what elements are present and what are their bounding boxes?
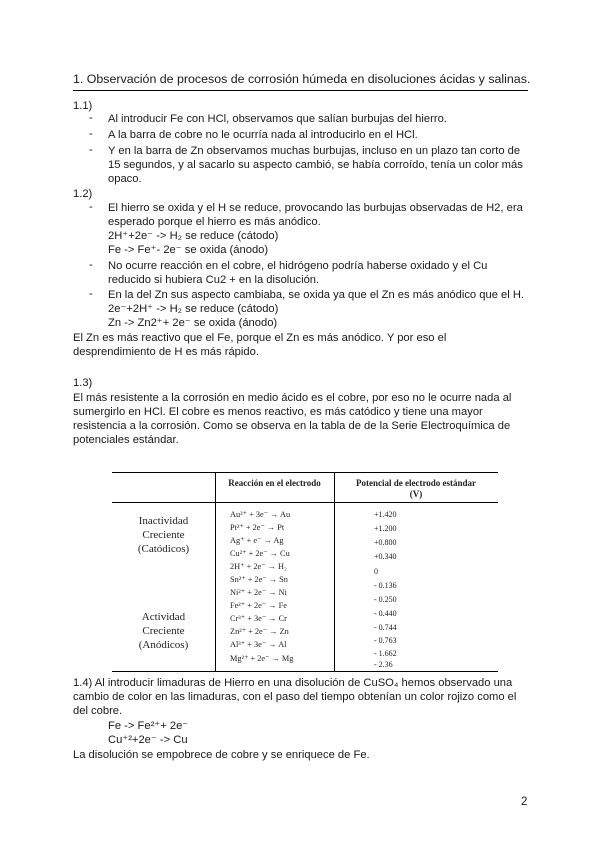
reaction-au: Au³⁺ + 3e⁻ → Au xyxy=(230,510,291,519)
table-col-divider-1 xyxy=(215,472,216,672)
reaction-cu: Cu²⁺ + 2e⁻ → Cu xyxy=(230,549,290,558)
bullet-dash: - xyxy=(89,259,93,271)
electrochemical-series-table xyxy=(112,472,498,672)
potential-pt: +1.200 xyxy=(374,524,397,533)
page-number: 2 xyxy=(521,796,528,808)
s12-item-3: En la del Zn sus aspecto cambiaba, se oxida ya que el Zn es más anódico que el H. xyxy=(108,289,525,301)
reaction-fe: Fe²⁺ + 2e⁻ → Fe xyxy=(230,601,287,610)
group-label-cathodic: Inactividad Creciente (Catódicos) xyxy=(137,515,190,555)
reaction-ni: Ni²⁺ + 2e⁻ → Ni xyxy=(230,588,287,597)
reaction-cr: Cr³⁺ + 3e⁻ → Cr xyxy=(230,614,287,623)
s14-line-2: cambio de color en las limaduras, con el paso del tiempo obtenían un color rojizo como el xyxy=(73,691,517,703)
potential-au: +1.420 xyxy=(374,510,397,519)
reaction-pt: Pt²⁺ + 2e⁻ → Pt xyxy=(230,523,285,532)
potential-ag: +0.800 xyxy=(374,538,397,547)
reaction-ag: Ag⁺ + e⁻ → Ag xyxy=(230,536,284,545)
column-header-potential-unit: (V) xyxy=(409,489,423,499)
s11-item-3-line-2: 15 segundos, y al sacarlo su aspecto cambió, se había corroído, tenía un color más xyxy=(108,159,523,171)
table-header-rule xyxy=(112,502,498,503)
potential-ni: - 0.250 xyxy=(374,595,397,604)
potential-al: - 1.662 xyxy=(374,649,397,658)
equation-cu-reduction: Cu⁺²+2e⁻ -> Cu xyxy=(108,734,188,746)
s13-text-line-3: resistencia a la corrosión. Como se observa en la tabla de de la Serie Electroquímica de xyxy=(73,420,511,432)
bullet-dash: - xyxy=(89,201,93,213)
column-header-potential: Potencial de electrodo estándar xyxy=(355,478,477,488)
s12-item-2-line-2: reducido si hubiera Cu2 + en la disolución. xyxy=(108,274,320,286)
table-top-rule xyxy=(112,472,498,473)
equation-fe-oxidation: Fe -> Fe⁺- 2e⁻ se oxida (ánodo) xyxy=(108,244,269,256)
s12-conclusion-line-1: El Zn es más reactivo que el Fe, porque el Zn es más anódico. Y por eso el xyxy=(73,332,447,344)
s11-item-3-line-1: Y en la barra de Zn observamos muchas burbujas, incluso en un plazo tan corto de xyxy=(108,145,521,157)
potential-cu: +0.340 xyxy=(374,552,397,561)
equation-h-reduction-2: 2e⁻+2H⁺ -> H₂ se reduce (cátodo) xyxy=(108,303,279,315)
page-title: 1. Observación de procesos de corrosión húmeda en disoluciones ácidas y salinas. xyxy=(73,72,528,91)
equation-fe-oxidation-2: Fe -> Fe²⁺+ 2e⁻ xyxy=(108,720,189,732)
potential-zn: - 0.763 xyxy=(374,636,397,645)
potential-sn: - 0.136 xyxy=(374,581,397,590)
bullet-dash: - xyxy=(89,128,93,140)
potential-mg: - 2.36 xyxy=(374,660,393,669)
s11-item-3-line-3: opaco. xyxy=(108,173,142,185)
reaction-sn: Sn²⁺ + 2e⁻ → Sn xyxy=(230,575,288,584)
column-header-reaction: Reacción en el electrodo xyxy=(228,478,321,488)
reaction-h2: 2H⁺ + 2e⁻ → H₂ xyxy=(230,562,287,571)
table-col-divider-2 xyxy=(334,472,335,672)
table-bottom-rule xyxy=(112,671,498,672)
bullet-dash: - xyxy=(89,288,93,300)
s11-item-1: Al introducir Fe con HCl, observamos que salían burbujas del hierro. xyxy=(108,113,447,125)
section-1-2-label: 1.2) xyxy=(73,188,93,200)
s11-item-2: A la barra de cobre no le ocurría nada al introducirlo en el HCl. xyxy=(108,129,418,141)
reaction-zn: Zn²⁺ + 2e⁻ → Zn xyxy=(230,627,289,636)
s14-line-1: 1.4) Al introducir limaduras de Hierro en una disolución de CuSO₄ hemos observado una xyxy=(73,677,513,689)
s13-text-line-1: El más resistente a la corrosión en medio ácido es el cobre, por eso no le ocurre nada al xyxy=(73,392,512,404)
s14-final: La disolución se empobrece de cobre y se enriquece de Fe. xyxy=(73,749,370,761)
s12-conclusion-line-2: desprendimiento de H es más rápido. xyxy=(73,346,259,358)
bullet-dash: - xyxy=(89,112,93,124)
equation-zn-oxidation: Zn -> Zn2⁺+ 2e⁻ se oxida (ánodo) xyxy=(108,317,278,329)
group-label-anodic: Actividad Creciente (Anódicos) xyxy=(138,611,189,651)
s12-item-1-line-2: esperado porque el hierro es más anódico. xyxy=(108,216,321,228)
bullet-dash: - xyxy=(89,144,93,156)
s13-text-line-2: sumergirlo en HCl. El cobre es menos reactivo, es más catódico y tiene una mayor xyxy=(73,406,483,418)
section-1-1-label: 1.1) xyxy=(73,100,93,112)
reaction-mg: Mg²⁺ + 2e⁻ → Mg xyxy=(230,654,294,663)
s13-text-line-4: potenciales estándar. xyxy=(73,434,179,446)
potential-fe: - 0.440 xyxy=(374,609,397,618)
s12-item-2-line-1: No ocurre reacción en el cobre, el hidrógeno podría haberse oxidado y el Cu xyxy=(108,260,488,272)
potential-h2: 0 xyxy=(374,567,378,576)
section-1-3-label: 1.3) xyxy=(73,377,93,389)
reaction-al: Al³⁺ + 3e⁻ → Al xyxy=(230,640,287,649)
equation-h-reduction: 2H⁺+2e⁻ -> H₂ se reduce (cátodo) xyxy=(108,230,279,242)
s14-line-3: del cobre. xyxy=(73,705,123,717)
potential-cr: - 0.744 xyxy=(374,623,397,632)
s12-item-1-line-1: El hierro se oxida y el H se reduce, provocando las burbujas observadas de H2, era xyxy=(108,202,523,214)
